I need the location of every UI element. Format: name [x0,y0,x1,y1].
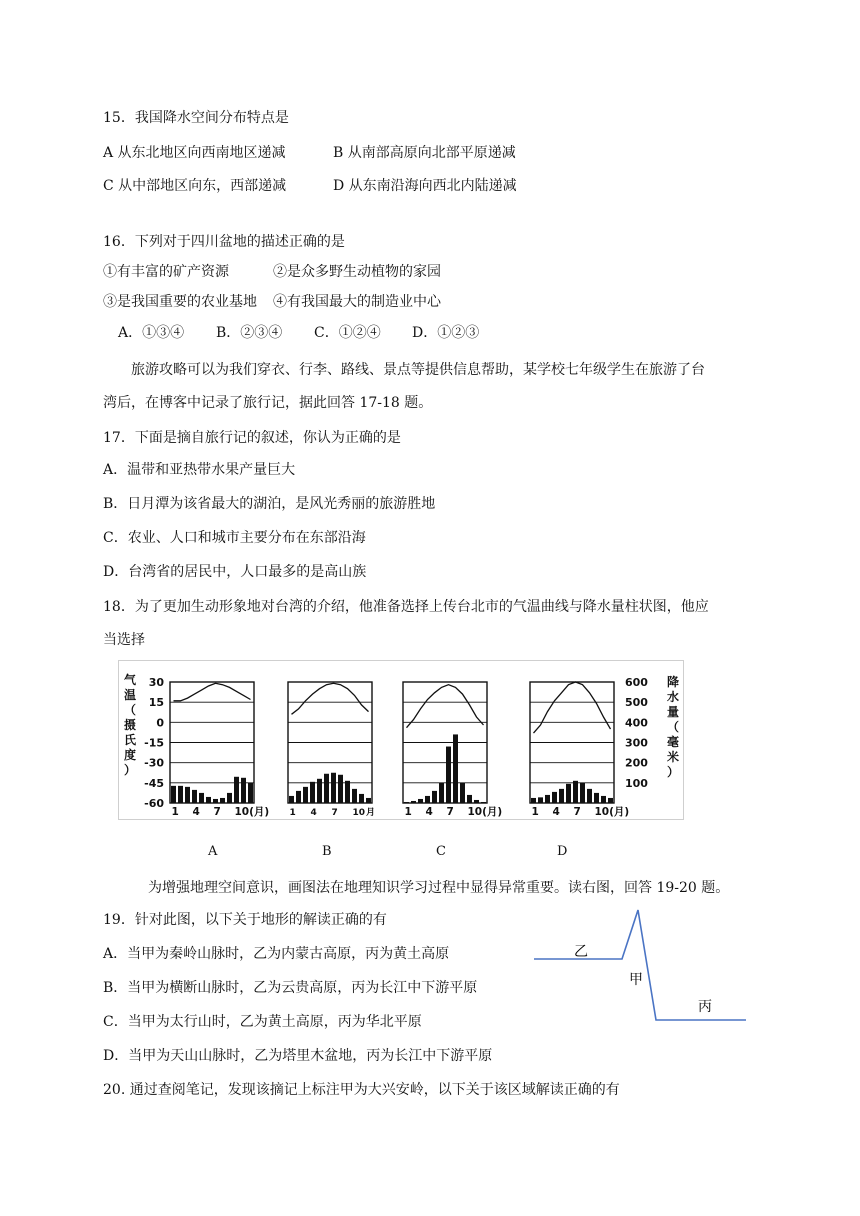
precipitation-axis [625,674,679,790]
q16-stem: 16．下列对于四川盆地的描述正确的是 [103,234,345,250]
precip-bar [552,792,557,803]
precip-bar [220,798,225,803]
q16-item-3: ③是我国重要的农业基地 [103,294,257,310]
q20-stem: 20. 通过查阅笔记，发现该摘记上标注甲为大兴安岭，以下关于该区域解读正确的有 [103,1082,620,1098]
terrain-diagram-svg [528,900,760,1030]
q19-option-b[interactable]: B．当甲为横断山脉时，乙为云贵高原，丙为长江中下游平原 [103,980,478,996]
label-yi: 乙 [574,944,588,960]
x-tick-label: 7 [213,806,221,818]
x-tick-label: 1 [171,806,179,818]
x-tick-label: 7 [331,808,338,818]
temp-tick-label: 15 [148,696,164,710]
precip-bar [178,786,183,803]
label-bing: 丙 [698,999,712,1015]
precip-bar [474,800,479,803]
x-tick-label: 1 [289,808,296,818]
precip-bar [580,783,585,803]
q16-item-4: ④有我国最大的制造业中心 [273,294,441,310]
precip-bar [545,795,550,803]
climate-panel-c [403,682,502,818]
precip-bar [310,782,315,803]
temp-tick-label: -15 [144,736,164,750]
choice-label-b[interactable]: B [322,844,332,859]
right-axis-label-char: 量 [666,705,680,719]
precip-bar [241,778,246,803]
choice-label-a[interactable]: A [208,844,218,859]
choice-label-d[interactable]: D [557,844,568,859]
precip-bar [171,786,176,803]
precip-bar [248,783,253,803]
precip-bar [460,783,465,803]
precip-bar [366,798,371,803]
precip-tick-label: 200 [625,756,648,770]
temp-tick-label: -60 [144,797,164,810]
q19-option-c[interactable]: C．当甲为太行山时，乙为黄土高原，丙为华北平原 [103,1014,422,1030]
q17-option-c[interactable]: C．农业、人口和城市主要分布在东部沿海 [103,530,366,546]
precip-bar [352,789,357,803]
q15-option-d[interactable]: D 从东南沿海向西北内陆递减 [333,178,517,194]
precip-bar [345,781,350,803]
right-axis-label-char: ） [666,765,680,779]
precip-bar [206,797,211,803]
x-tick-label: 7 [573,806,581,818]
left-axis-label-char: 气 [123,673,137,687]
precip-bar [594,793,599,803]
precip-bar [192,790,197,803]
precip-bar [439,783,444,803]
precip-tick-label: 500 [625,696,648,710]
precip-bar [587,789,592,803]
temp-tick-label: -30 [144,756,164,770]
intro-17-18-line2: 湾后，在博客中记录了旅行记，据此回答 17-18 题。 [103,395,433,411]
precip-bar [573,781,578,803]
q15-option-b[interactable]: B 从南部高原向北部平原递减 [333,145,516,161]
q16-option-a[interactable]: A．①③④ [118,325,185,341]
precip-bar [566,784,571,803]
precip-bar [289,796,294,803]
precip-bar [213,799,218,803]
label-jia: 甲 [629,972,643,988]
left-axis-label-char: （ [123,703,137,717]
x-tick-label: 4 [310,808,317,818]
precip-bar [453,734,458,803]
precip-bar [404,802,409,803]
climate-charts-svg [118,660,684,820]
precip-bar [481,802,486,803]
q16-item-2: ②是众多野生动植物的家园 [273,264,441,280]
intro-17-18-line1: 旅游攻略可以为我们穿衣、行李、路线、景点等提供信息帮助，某学校七年级学生在旅游了台 [131,362,705,378]
climate-panel-d [530,682,629,818]
q17-stem: 17．下面是摘自旅行记的叙述，你认为正确的是 [103,430,401,446]
terrain-profile-line [534,910,746,1020]
precip-bar [601,796,606,803]
q17-option-b[interactable]: B．日月潭为该省最大的湖泊，是风光秀丽的旅游胜地 [103,496,436,512]
q19-stem: 19．针对此图，以下关于地形的解读正确的有 [103,912,387,928]
precip-tick-label: 300 [625,736,648,750]
right-axis-label-char: 毫 [666,735,680,749]
x-tick-label: 7 [446,806,454,818]
left-axis-label-char: 摄 [123,718,137,732]
q16-option-d[interactable]: D．①②③ [412,325,480,341]
precip-bar [359,794,364,803]
precip-tick-label: 400 [625,716,648,730]
intro-19-20: 为增强地理空间意识，画图法在地理知识学习过程中显得异常重要。读右图，回答 19-20 题。 [148,880,730,896]
terrain-diagram [528,900,760,1030]
q18-stem-line2: 当选择 [103,632,145,648]
x-tick-label: 月 [366,808,376,818]
precip-bar [317,779,322,803]
x-tick-label: 1 [531,806,539,818]
q16-item-1: ①有丰富的矿产资源 [103,264,229,280]
right-axis-label-char: 米 [666,750,680,764]
q19-option-a[interactable]: A．当甲为秦岭山脉时，乙为内蒙古高原，丙为黄土高原 [103,946,450,962]
left-axis-label-char: ） [123,763,137,777]
x-tick-label: 4 [552,806,560,818]
precip-bar [411,801,416,803]
left-axis-label-char: 氏 [123,733,137,747]
q16-option-c[interactable]: C．①②④ [314,325,381,341]
q18-stem-line1: 18．为了更加生动形象地对台湾的介绍，他准备选择上传台北市的气温曲线与降水量柱状图，他应 [103,599,709,615]
x-tick-label: 10(月) [234,806,270,818]
precip-bar [199,793,204,803]
precip-tick-label: 600 [625,676,648,689]
left-axis-label-char: 温 [123,688,137,702]
precip-bar [303,787,308,803]
temp-tick-label: -45 [144,776,164,790]
precip-bar [467,795,472,803]
precip-tick-label: 100 [625,776,648,790]
left-axis-label-char: 度 [123,748,137,762]
precip-bar [338,775,343,803]
precip-bar [531,798,536,803]
climate-panels [170,682,629,818]
x-tick-label: 10(月) [594,806,630,818]
precip-bar [418,799,423,803]
x-tick-label: 1 [404,806,412,818]
x-tick-label: 4 [192,806,200,818]
precip-bar [538,797,543,803]
climate-charts-figure [118,660,684,820]
q17-option-a[interactable]: A．温带和亚热带水果产量巨大 [103,462,296,478]
precip-bar [559,789,564,803]
x-tick-label: 10(月) [467,806,503,818]
q19-option-d[interactable]: D．当甲为天山山脉时，乙为塔里木盆地，丙为长江中下游平原 [103,1048,493,1064]
right-axis-label-char: （ [666,720,680,734]
precip-bar [331,773,336,803]
temp-tick-label: 0 [156,716,164,730]
climate-panel-b [288,682,375,818]
climate-panel-a [170,682,269,818]
temperature-axis [124,672,164,810]
q15-option-a[interactable]: A 从东北地区向西南地区递减 [103,145,286,161]
precip-bar [425,796,430,803]
x-tick-label: 10 [352,808,366,818]
precip-bar [296,791,301,803]
x-tick-label: 4 [425,806,433,818]
precip-bar [446,747,451,803]
precip-bar [234,777,239,803]
q15-option-c[interactable]: C 从中部地区向东，西部递减 [103,178,287,194]
precip-bar [185,787,190,803]
q15-stem: 15．我国降水空间分布特点是 [103,110,289,126]
q16-option-b[interactable]: B．②③④ [216,325,283,341]
right-axis-label-char: 降 [666,675,680,689]
temp-tick-label: 30 [148,676,164,689]
precip-bar [227,793,232,803]
precip-bar [432,791,437,803]
q17-option-d[interactable]: D．台湾省的居民中，人口最多的是高山族 [103,564,367,580]
precip-bar [608,798,613,803]
right-axis-label-char: 水 [666,690,680,704]
precip-bar [324,774,329,803]
choice-label-c[interactable]: C [436,844,446,859]
